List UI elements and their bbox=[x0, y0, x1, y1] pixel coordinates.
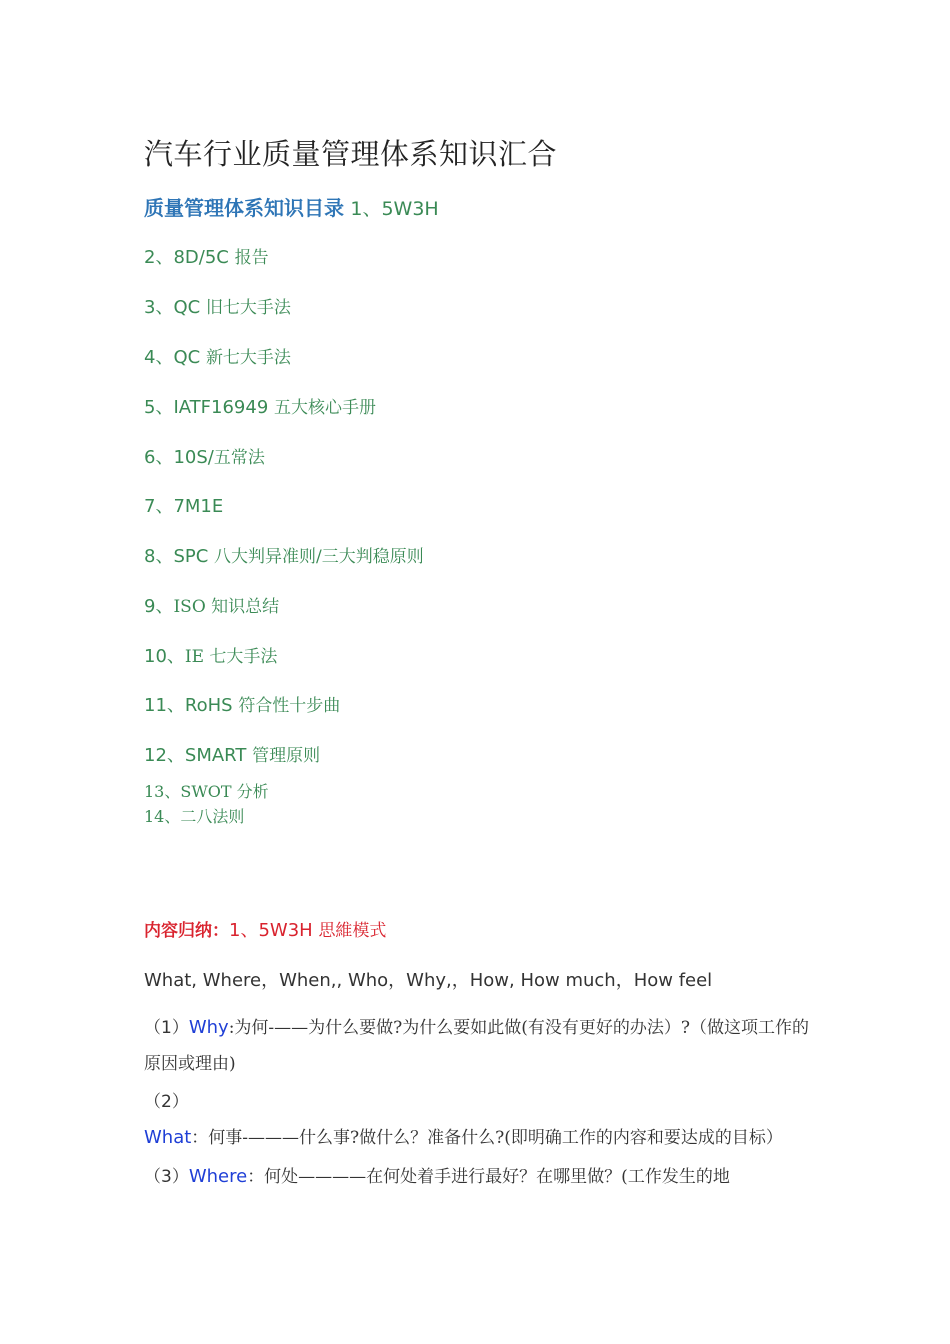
toc-item-14: 14、二八法则 bbox=[144, 807, 245, 826]
toc-item-5: 5、IATF16949 五大核心手册 bbox=[144, 397, 377, 418]
keyword-what: What bbox=[144, 1127, 192, 1148]
toc-item-8: 8、SPC 八大判异准则/三大判稳原则 bbox=[144, 546, 424, 567]
paragraph-where: （3）Where：何处————在何处着手进行最好？在哪里做？(工作发生的地 bbox=[144, 1166, 730, 1187]
summary-first: 1、5W3H bbox=[229, 920, 313, 941]
page-title: 汽车行业质量管理体系知识汇合 bbox=[144, 137, 558, 171]
toc-item-6: 6、10S/五常法 bbox=[144, 447, 265, 468]
keyword-where: Where bbox=[188, 1166, 248, 1187]
toc-item-4: 4、QC 新七大手法 bbox=[144, 347, 291, 368]
paragraph-what: （2）What：何事-———什么事?做什么？准备什么?(即明确工作的内容和要达成的目标） bbox=[144, 1092, 783, 1148]
toc-item-9: 9、ISO 知识总结 bbox=[144, 596, 280, 617]
toc-item-11: 11、RoHS 符合性十步曲 bbox=[144, 695, 341, 716]
question-words-line: What, Where，When,, Who，Why,，How, How much，How feel bbox=[144, 970, 713, 991]
keyword-why: Why bbox=[188, 1017, 229, 1038]
toc-heading-label: 质量管理体系知识目录 bbox=[144, 196, 344, 220]
summary-heading bbox=[144, 916, 386, 942]
summary-label: 内容归纳： bbox=[144, 921, 229, 941]
toc-item-2: 2、8D/5C 报告 bbox=[144, 247, 269, 268]
toc-item-7: 7、7M1E bbox=[144, 496, 224, 517]
toc-item-13: 13、SWOT 分析 bbox=[144, 782, 269, 801]
summary-rest: 思維模式 bbox=[318, 921, 387, 941]
toc-item-10: 10、IE 七大手法 bbox=[144, 646, 278, 667]
toc-item-3: 3、QC 旧七大手法 bbox=[144, 297, 291, 318]
paragraph-why: （1）Why:为何-——为什么要做?为什么要如此做(有没有更好的办法）?（做这项工作的原因或理由) bbox=[144, 1017, 810, 1074]
toc-item-12: 12、SMART 管理原则 bbox=[144, 745, 321, 766]
toc-heading bbox=[144, 192, 439, 221]
toc-item-1: 1、5W3H bbox=[350, 198, 439, 220]
